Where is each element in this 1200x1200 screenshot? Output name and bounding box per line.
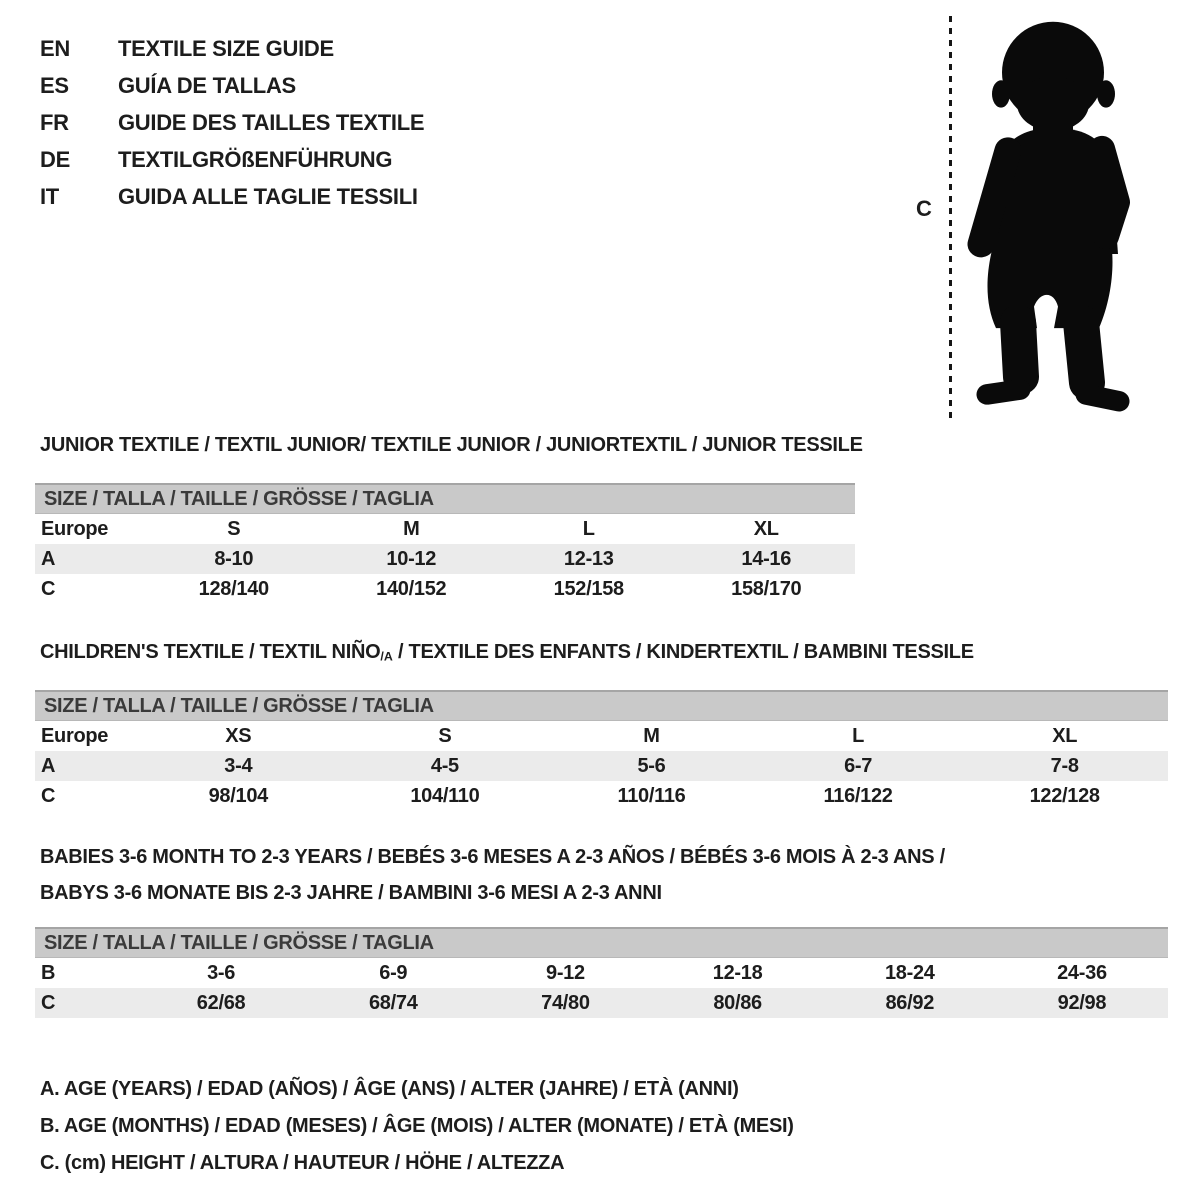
height-value-cell: 128/140 — [198, 577, 269, 600]
age-value-cell: 5-6 — [637, 754, 666, 777]
guide-title: GUÍA DE TALLAS — [118, 72, 296, 98]
size-header-cell: XL — [1052, 724, 1078, 747]
size-header-cell: L — [582, 517, 595, 540]
row-label: C — [41, 577, 56, 600]
language-row — [40, 30, 424, 67]
size-header-cell: M — [403, 517, 420, 540]
dashed-measure-line — [949, 16, 952, 418]
guide-title: TEXTILGRÖßENFÜHRUNG — [118, 146, 393, 172]
junior-size-table — [35, 514, 855, 604]
height-measure-label: C — [916, 196, 932, 221]
language-code: IT — [40, 183, 59, 209]
row-label: C — [41, 784, 56, 807]
language-code: DE — [40, 146, 70, 172]
size-header-cell: XS — [225, 724, 252, 747]
size-header-cell: XL — [753, 517, 779, 540]
age-value-cell: 14-16 — [741, 547, 792, 570]
height-measure-figure — [900, 0, 1180, 440]
row-label: A — [41, 754, 56, 777]
language-row — [40, 141, 424, 178]
height-value-cell: 80/86 — [713, 991, 762, 1014]
children-header-row — [35, 721, 1168, 751]
height-value-cell: 92/98 — [1057, 991, 1107, 1014]
guide-title: GUIDE DES TAILLES TEXTILE — [118, 109, 425, 135]
children-size-header-bar: SIZE / TALLA / TAILLE / GRÖSSE / TAGLIA — [35, 690, 1168, 721]
language-row — [40, 178, 424, 215]
months-value-cell: 9-12 — [546, 961, 585, 984]
language-row — [40, 104, 424, 141]
height-value-cell: 104/110 — [410, 784, 480, 807]
children-size-table — [35, 721, 1168, 811]
height-value-cell: 86/92 — [885, 991, 935, 1014]
babies-section-title-line1: BABIES 3-6 MONTH TO 2-3 YEARS / BEBÉS 3-6 MESES A 2-3 AÑOS / BÉBÉS 3-6 MOIS À 2-3 ANS / — [40, 846, 945, 868]
row-label: A — [41, 547, 56, 570]
height-value-cell: 158/170 — [731, 577, 802, 600]
region-header-cell: Europe — [41, 724, 109, 747]
toddler-silhouette-icon — [960, 12, 1150, 412]
age-value-cell: 10-12 — [386, 547, 437, 570]
months-value-cell: 18-24 — [884, 961, 935, 984]
size-header-cell: M — [643, 724, 660, 747]
legend-line-b: B. AGE (MONTHS) / EDAD (MESES) / ÂGE (MOIS) / ALTER (MONATE) / ETÀ (MESI) — [40, 1115, 794, 1137]
guide-title: TEXTILE SIZE GUIDE — [118, 35, 334, 61]
babies-section-title-line2: BABYS 3-6 MONATE BIS 2-3 JAHRE / BAMBINI 3-6 MESI A 2-3 ANNI — [40, 882, 662, 904]
months-value-cell: 6-9 — [379, 961, 408, 984]
legend-line-a: A. AGE (YEARS) / EDAD (AÑOS) / ÂGE (ANS) / ALTER (JAHRE) / ETÀ (ANNI) — [40, 1078, 739, 1100]
junior-section-title: JUNIOR TEXTILE / TEXTIL JUNIOR/ TEXTILE JUNIOR / JUNIORTEXTIL / JUNIOR TESSILE — [40, 434, 863, 456]
size-header-cell: L — [852, 724, 865, 747]
region-header-cell: Europe — [41, 517, 109, 540]
age-value-cell: 8-10 — [214, 547, 254, 570]
height-value-cell: 62/68 — [196, 991, 246, 1014]
language-code: EN — [40, 35, 70, 61]
size-header-cell: S — [438, 724, 452, 747]
height-value-cell: 98/104 — [208, 784, 268, 807]
guide-title: GUIDA ALLE TAGLIE TESSILI — [118, 183, 418, 209]
junior-size-header-bar: SIZE / TALLA / TAILLE / GRÖSSE / TAGLIA — [35, 483, 855, 514]
months-value-cell: 24-36 — [1057, 961, 1107, 984]
height-value-cell: 152/158 — [553, 577, 624, 600]
height-value-cell: 122/128 — [1029, 784, 1100, 807]
size-header-cell: S — [227, 517, 241, 540]
months-value-cell: 12-18 — [712, 961, 763, 984]
row-label: C — [41, 991, 56, 1014]
row-label: B — [41, 961, 56, 984]
height-value-cell: 68/74 — [368, 991, 418, 1014]
language-title-list — [40, 30, 424, 215]
legend — [40, 1071, 794, 1182]
children-height-row — [35, 781, 1168, 811]
children-age-row — [35, 751, 1168, 781]
language-code: ES — [40, 72, 69, 98]
age-value-cell: 12-13 — [563, 547, 614, 570]
height-value-cell: 74/80 — [541, 991, 590, 1014]
babies-size-table — [35, 958, 1168, 1018]
height-value-cell: 140/152 — [376, 577, 447, 600]
junior-age-row — [35, 544, 855, 574]
age-value-cell: 7-8 — [1050, 754, 1079, 777]
age-value-cell: 4-5 — [430, 754, 459, 777]
months-value-cell: 3-6 — [207, 961, 236, 984]
height-value-cell: 110/116 — [617, 784, 686, 807]
age-value-cell: 3-4 — [224, 754, 253, 777]
legend-line-c: C. (cm) HEIGHT / ALTURA / HAUTEUR / HÖHE / ALTEZZA — [40, 1152, 565, 1174]
language-code: FR — [40, 109, 69, 135]
babies-height-row — [35, 988, 1168, 1018]
age-value-cell: 6-7 — [844, 754, 873, 777]
children-section-title — [40, 641, 974, 664]
height-value-cell: 116/122 — [823, 784, 893, 807]
children-title-subscript: /A — [380, 649, 393, 664]
children-title-prefix: CHILDREN'S TEXTILE / TEXTIL NIÑO — [40, 641, 381, 663]
junior-height-row — [35, 574, 855, 604]
children-title-suffix: / TEXTILE DES ENFANTS / KINDERTEXTIL / BAMBINI TESSILE — [392, 641, 974, 663]
junior-header-row — [35, 514, 855, 544]
babies-months-row — [35, 958, 1168, 988]
babies-size-header-bar: SIZE / TALLA / TAILLE / GRÖSSE / TAGLIA — [35, 927, 1168, 958]
language-row — [40, 67, 424, 104]
